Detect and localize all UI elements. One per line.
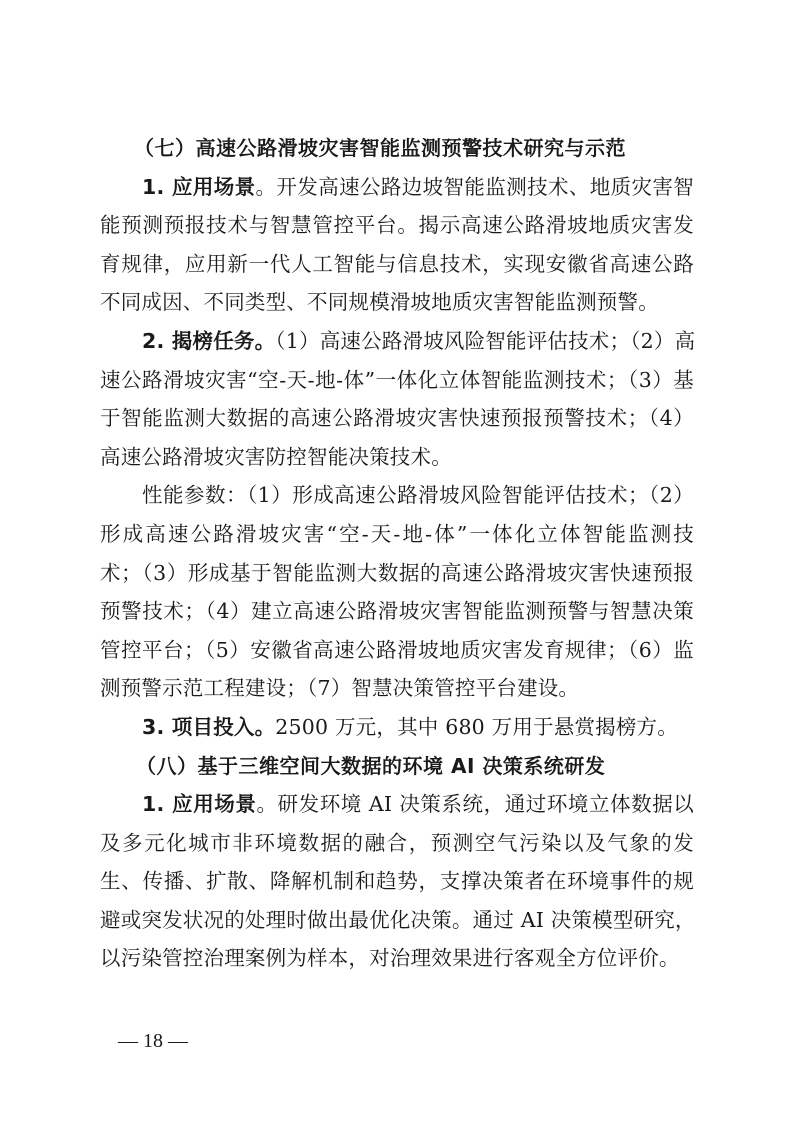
paragraph-line: 以污染管控治理案例为样本，对治理效果进行客观全方位评价。: [100, 946, 680, 971]
paragraph-line: 生、传播、扩散、降解机制和趋势，支撑决策者在环境事件的规: [100, 869, 694, 894]
tasks-label: 2. 揭榜任务。: [142, 328, 276, 353]
paragraph-line: 速公路滑坡灾害“空-天-地-体”一体化立体智能监测技术；（3）基: [100, 367, 694, 392]
paragraph-line: 2. 揭榜任务。（1）高速公路滑坡风险智能评估技术；（2）高: [142, 328, 696, 353]
paragraph-line: 测预警示范工程建设；（7）智慧决策管控平台建设。: [100, 676, 580, 701]
paragraph-line: 预警技术；（4）建立高速公路滑坡灾害智能监测预警与智慧决策: [100, 599, 694, 624]
paragraph-line: 能预测预报技术与智慧管控平台。揭示高速公路滑坡地质灾害发: [100, 213, 694, 238]
paragraph-line: 术；（3）形成基于智能监测大数据的高速公路滑坡灾害快速预报: [100, 560, 694, 585]
paragraph-line: 避或突发状况的处理时做出最优化决策。通过 AI 决策模型研究，: [100, 907, 696, 932]
paragraph-line: 及多元化城市非环境数据的融合，预测空气污染以及气象的发: [100, 830, 694, 855]
paragraph-line: 1. 应用场景。研发环境 AI 决策系统，通过环境立体数据以: [142, 792, 694, 817]
scenario-label: 1. 应用场景: [142, 174, 256, 199]
paragraph-line: 育规律，应用新一代人工智能与信息技术，实现安徽省高速公路: [100, 251, 694, 276]
paragraph-line: 管控平台；（5）安徽省高速公路滑坡地质灾害发育规律；（6）监: [100, 637, 694, 662]
investment-label: 3. 项目投入。: [142, 714, 276, 739]
document-page: [100, 129, 694, 978]
paragraph-line: 形成高速公路滑坡灾害“空-天-地-体”一体化立体智能监测技: [100, 521, 694, 546]
section-heading-8: （八）基于三维空间大数据的环境 AI 决策系统研发: [136, 753, 606, 778]
scenario-label: 1. 应用场景: [142, 792, 257, 817]
paragraph-line: 1. 应用场景。开发高速公路边坡智能监测技术、地质灾害智: [142, 174, 694, 199]
paragraph-line: 不同成因、不同类型、不同规模滑坡地质灾害智能监测预警。: [100, 290, 659, 315]
paragraph-line: 3. 项目投入。2500 万元，其中 680 万用于悬赏揭榜方。: [142, 714, 678, 739]
paragraph-line: 性能参数：（1）形成高速公路滑坡风险智能评估技术；（2）: [142, 483, 694, 508]
section-heading-7: （七）高速公路滑坡灾害智能监测预警技术研究与示范: [134, 136, 626, 160]
page-number: — 18 —: [118, 1030, 188, 1052]
paragraph-line: 于智能监测大数据的高速公路滑坡灾害快速预报预警技术；（4）: [100, 406, 694, 431]
paragraph-line: 高速公路滑坡灾害防控智能决策技术。: [100, 444, 452, 469]
